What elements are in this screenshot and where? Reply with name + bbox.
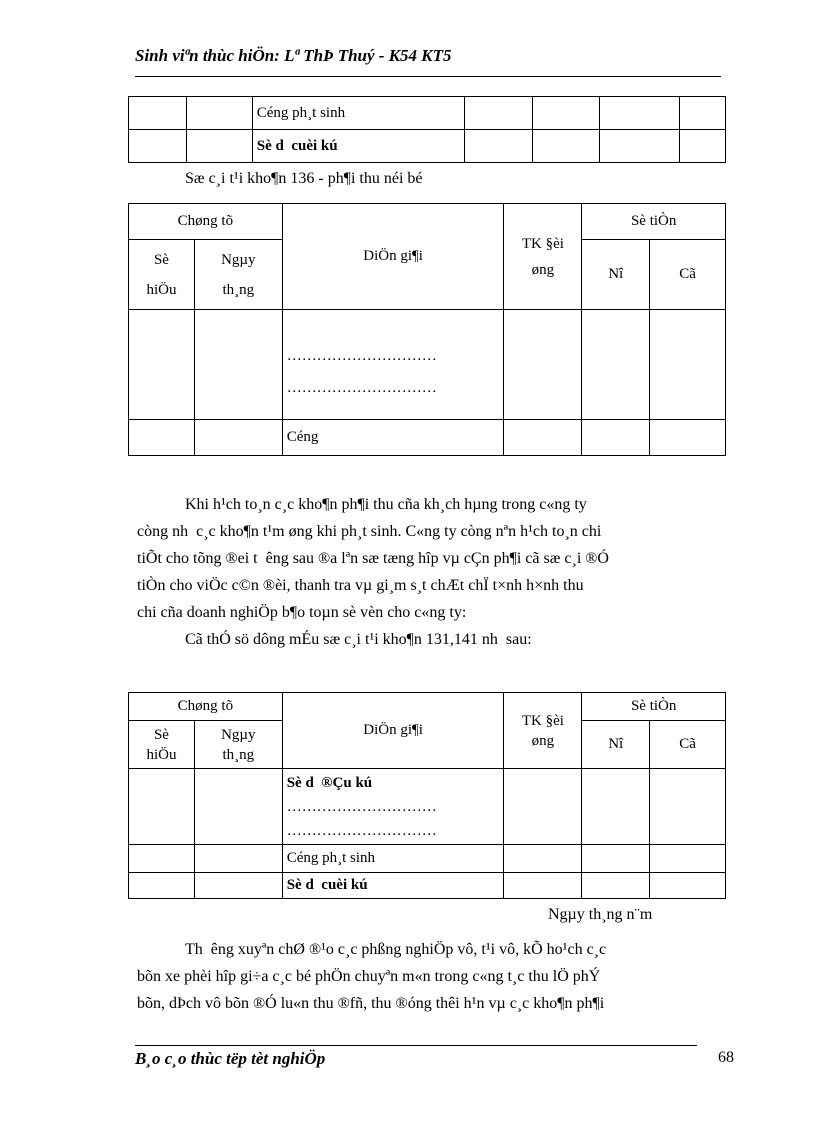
table-row — [129, 97, 726, 130]
header-ngay-line2: th¸ng — [222, 746, 255, 763]
table-cell — [194, 310, 282, 420]
paragraph-line: bõn, dÞch vô bõn ®Ó lu«n thu ®fñ, thu ®óng thêi h¹n vµ c¸c kho¶n ph¶i — [137, 995, 605, 1012]
table-cell — [650, 845, 726, 873]
table-cell — [533, 97, 600, 130]
table-cell — [194, 420, 282, 456]
page-header: Sinh viªn thùc hiÖn: Lª ThÞ Thuý - K54 KT5 — [135, 46, 452, 65]
table-cell — [650, 310, 726, 420]
table-cell — [650, 873, 726, 899]
header-dien-giai: DiÖn gi¶i — [282, 204, 504, 310]
paragraph-line: tiÒn cho viÖc c©n ®èi, thanh tra vµ gi¸m s¸t chÆt chÏ t×nh h×nh thu — [137, 577, 584, 594]
header-ngay-thang — [194, 240, 282, 310]
table-header-row — [129, 204, 726, 240]
table-cell — [129, 769, 195, 845]
header-ngay-line1: Ngµy — [221, 726, 256, 743]
table-cell-total: Céng — [282, 420, 504, 456]
table-cell — [129, 97, 187, 130]
paragraph-line: còng nh c¸c kho¶n t¹m øng khi ph¸t sinh. C«ng ty còng nªn h¹ch to¸n chi — [137, 523, 602, 540]
table-cell — [680, 97, 726, 130]
table-cell-arising: Céng ph¸t sinh — [282, 845, 504, 873]
header-tk-line1: TK §èi — [521, 712, 564, 729]
paragraph-line: Khi h¹ch to¸n c¸c kho¶n ph¶i thu cña kh¸ch hµng trong c«ng ty — [185, 496, 587, 513]
date-line: Ngµy th¸ng n¨m — [548, 906, 653, 923]
table-cell — [194, 845, 282, 873]
table-cell — [650, 420, 726, 456]
header-chung-tu: Chøng tõ — [129, 204, 283, 240]
header-so-hieu — [129, 721, 195, 769]
header-tk-doi-ung — [504, 204, 582, 310]
table-cell — [194, 769, 282, 845]
table-row — [129, 130, 726, 163]
table-cell-closing: Sè d cuèi kú — [282, 873, 504, 899]
dotted-line: ………………………… — [286, 348, 437, 364]
table-cell — [600, 97, 680, 130]
header-ngay-line1: Ngµy — [221, 251, 256, 268]
header-so-hieu-line1: Sè — [153, 251, 169, 268]
table-cell — [680, 130, 726, 163]
body-paragraph — [137, 936, 721, 1017]
table-cell — [582, 873, 650, 899]
header-so-tien: Sè tiÒn — [582, 693, 726, 721]
table-row — [129, 873, 726, 899]
table-cell — [504, 873, 582, 899]
ledger-table-continuation — [128, 96, 726, 163]
ledger-caption-136: Sæ c¸i t¹i kho¶n 136 - ph¶i thu néi bé — [185, 170, 423, 187]
table-cell — [129, 873, 195, 899]
ledger-table-136 — [128, 203, 726, 456]
table-cell — [504, 845, 582, 873]
paragraph-line: bõn xe phèi hîp gi÷a c¸c bé phÖn chuyªn m«n trong c«ng t¸c thu lÖ phÝ — [137, 968, 601, 985]
header-so-hieu — [129, 240, 195, 310]
table-cell — [129, 310, 195, 420]
table-cell — [533, 130, 600, 163]
table-cell — [129, 420, 195, 456]
table-cell-dots — [282, 310, 504, 420]
table-cell — [129, 130, 187, 163]
header-so-tien: Sè tiÒn — [582, 204, 726, 240]
paragraph-line: Th êng xuyªn chØ ®¹o c¸c phßng nghiÖp vô, t¹i vô, kÕ ho¹ch c¸c — [185, 941, 607, 958]
opening-balance-label: Sè d ®Çu kú — [286, 775, 373, 791]
table-cell — [129, 845, 195, 873]
table-cell-closing: Sè d cuèi kú — [252, 130, 465, 163]
header-dien-giai: DiÖn gi¶i — [282, 693, 504, 769]
ledger-caption-131-141: Cã thÓ sö dông mÉu sæ c¸i t¹i kho¶n 131,141 nh sau: — [185, 631, 532, 648]
table-cell-opening — [282, 769, 504, 845]
header-no: Nî — [582, 240, 650, 310]
page-number: 68 — [718, 1049, 734, 1066]
header-co: Cã — [650, 240, 726, 310]
table-cell — [504, 310, 582, 420]
dotted-line: ………………………… — [286, 799, 437, 815]
header-ngay-line2: th¸ng — [222, 281, 255, 298]
paragraph-line: chi cña doanh nghiÖp b¶o toµn sè vèn cho c«ng ty: — [137, 604, 467, 621]
paragraph-line: tiÕt cho tõng ®ei t êng sau ®a lªn sæ tæng hîp vµ cÇn ph¶i cã sæ c¸i ®Ó — [137, 550, 609, 567]
table-cell — [194, 873, 282, 899]
table-row — [129, 845, 726, 873]
table-cell — [186, 97, 252, 130]
table-cell — [582, 310, 650, 420]
ledger-table-131-141 — [128, 692, 726, 899]
header-so-hieu-line1: Sè — [153, 726, 169, 743]
header-tk-line2: øng — [531, 261, 555, 278]
table-cell — [600, 130, 680, 163]
body-paragraph — [137, 491, 721, 653]
table-cell — [504, 769, 582, 845]
dotted-line: ………………………… — [286, 823, 437, 839]
table-cell — [582, 420, 650, 456]
table-row — [129, 769, 726, 845]
dotted-line: ………………………… — [286, 380, 437, 396]
table-header-row — [129, 693, 726, 721]
table-row — [129, 310, 726, 420]
header-tk-line1: TK §èi — [521, 235, 564, 252]
page-footer: B¸o c¸o thùc tëp tèt nghiÖp — [135, 1049, 326, 1068]
table-cell — [504, 420, 582, 456]
header-tk-line2: øng — [531, 732, 555, 749]
header-co: Cã — [650, 721, 726, 769]
header-no: Nî — [582, 721, 650, 769]
header-chung-tu: Chøng tõ — [129, 693, 283, 721]
table-cell — [582, 769, 650, 845]
table-cell — [650, 769, 726, 845]
table-cell-arising: Céng ph¸t sinh — [252, 97, 465, 130]
table-cell — [582, 845, 650, 873]
header-tk-doi-ung — [504, 693, 582, 769]
header-so-hieu-line2: hiÖu — [146, 746, 177, 763]
table-cell — [186, 130, 252, 163]
table-row — [129, 420, 726, 456]
header-so-hieu-line2: hiÖu — [146, 281, 177, 298]
table-cell — [465, 97, 533, 130]
header-rule — [135, 76, 721, 77]
table-cell — [465, 130, 533, 163]
footer-rule — [135, 1045, 697, 1046]
header-ngay-thang — [194, 721, 282, 769]
